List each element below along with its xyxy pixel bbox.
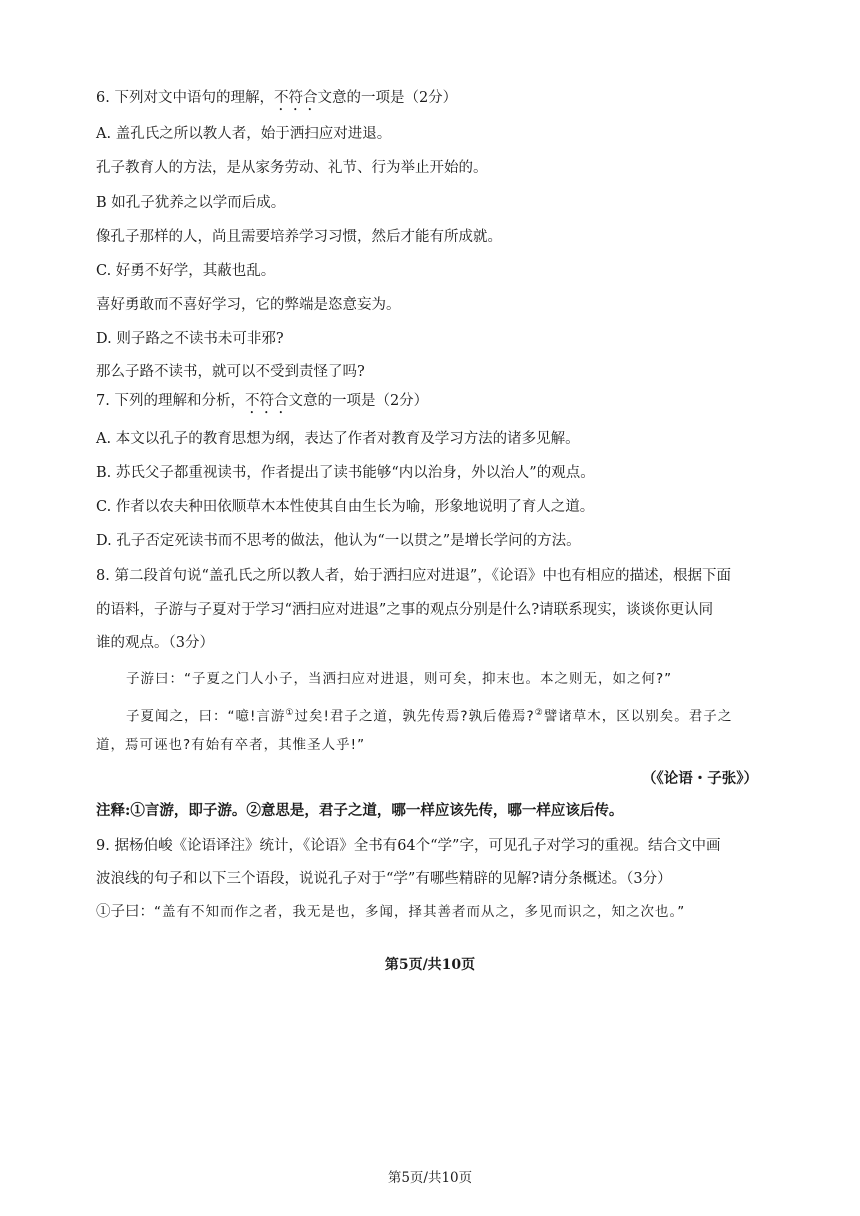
q9-stem-line1: 9. 据杨伯峻《论语译注》统计，《论语》全书有64个“学”字，可见孔子对学习的重视。结合文中画 (96, 838, 721, 854)
q6-option-d: D. 则子路之不读书未可非邪? (96, 331, 284, 347)
note-mark-1: ① (285, 708, 295, 718)
q8-source: （《论语・子张》） (642, 770, 758, 787)
q7-option-b: B. 苏氏父子都重视读书，作者提出了读书能够“内以治身，外以治人”的观点。 (96, 465, 595, 481)
q8-quote-zixia (126, 703, 732, 727)
q6-option-b-explain: 像孔子那样的人，尚且需要培养学习习惯，然后才能有所成就。 (96, 229, 502, 245)
q9-quote-1-prefix: ①子曰： (96, 904, 154, 920)
q7-option-d: D. 孔子否定死读书而不思考的做法，他认为“一以贯之”是增长学问的方法。 (96, 533, 581, 549)
q8-stem-line1: 8. 第二段首句说“盖孔氏之所以教人者，始于洒扫应对进退”，《论语》中也有相应的描述，根据下面 (96, 568, 732, 584)
q9-quote-1 (96, 902, 685, 922)
q7-suffix: 文意的一项是（2分） (288, 393, 429, 409)
inner-page-number: 第5页/共10页 (384, 957, 476, 973)
q6-option-a: A. 盖孔氏之所以教人者，始于洒扫应对进退。 (96, 126, 392, 142)
q6-option-c: C. 好勇不好学，其蔽也乱。 (96, 263, 276, 279)
q8-quote-ziyou: 子游曰：“子夏之门人小子，当洒扫应对进退，则可矣，抑末也。本之则无，如之何?” (126, 671, 673, 687)
q6-option-a-explain: 孔子教育人的方法，是从家务劳动、礼节、行为举止开始的。 (96, 160, 488, 176)
q8-quote-zixia-part3: 譬诸草木，区以别矣。君子之 (543, 708, 733, 725)
page-number: 第5页/共10页 (387, 1170, 473, 1186)
q8-quote-zixia-part2: 过矣!君子之道，孰先传焉?孰后倦焉? (294, 708, 535, 725)
q6-suffix: 文意的一项是（2分） (317, 90, 458, 106)
q6-option-c-explain: 喜好勇敢而不喜好学习，它的弊端是恣意妄为。 (96, 297, 401, 313)
q6-emphasis: 不符合 (273, 90, 318, 106)
q8-notes: 注释:①言游，即子游。②意思是，君子之道，哪一样应该先传，哪一样应该后传。 (96, 802, 624, 819)
q6-option-b: B 如孔子犹养之以学而后成。 (96, 195, 286, 211)
q9-stem-line2: 波浪线的句子和以下三个语段，说说孔子对于“学”有哪些精辟的见解?请分条概述。（3分） (96, 871, 672, 887)
note-mark-2: ② (534, 708, 544, 718)
q6-prefix: 6. 下列对文中语句的理解， (96, 90, 274, 106)
q8-quote-zixia-part1: 子夏闻之，曰：“噫!言游 (126, 708, 286, 725)
q8-quote-zixia-end: 道，焉可诬也?有始有卒者，其惟圣人乎!” (96, 737, 366, 753)
q7-option-c: C. 作者以农夫种田依顺草木本性使其自由生长为喻，形象地说明了育人之道。 (96, 499, 595, 515)
q7-emphasis: 不符合 (244, 393, 289, 409)
q8-stem-line2: 的语料，子游与子夏对于学习“洒扫应对进退”之事的观点分别是什么?请联系现实，谈谈你更认同 (96, 602, 714, 618)
q7-prefix: 7. 下列的理解和分析， (96, 393, 245, 409)
q9-quote-1-text: “盖有不知而作之者，我无是也，多闻，择其善者而从之，多见而识之，知之次也。” (154, 904, 686, 920)
q8-stem-line3: 谁的观点。（3分） (96, 635, 214, 651)
q6-option-d-explain: 那么子路不读书，就可以不受到责怪了吗? (96, 364, 365, 380)
q7-stem (96, 391, 428, 417)
q7-option-a: A. 本文以孔子的教育思想为纲，表达了作者对教育及学习方法的诸多见解。 (96, 431, 580, 447)
q6-stem (96, 88, 457, 114)
